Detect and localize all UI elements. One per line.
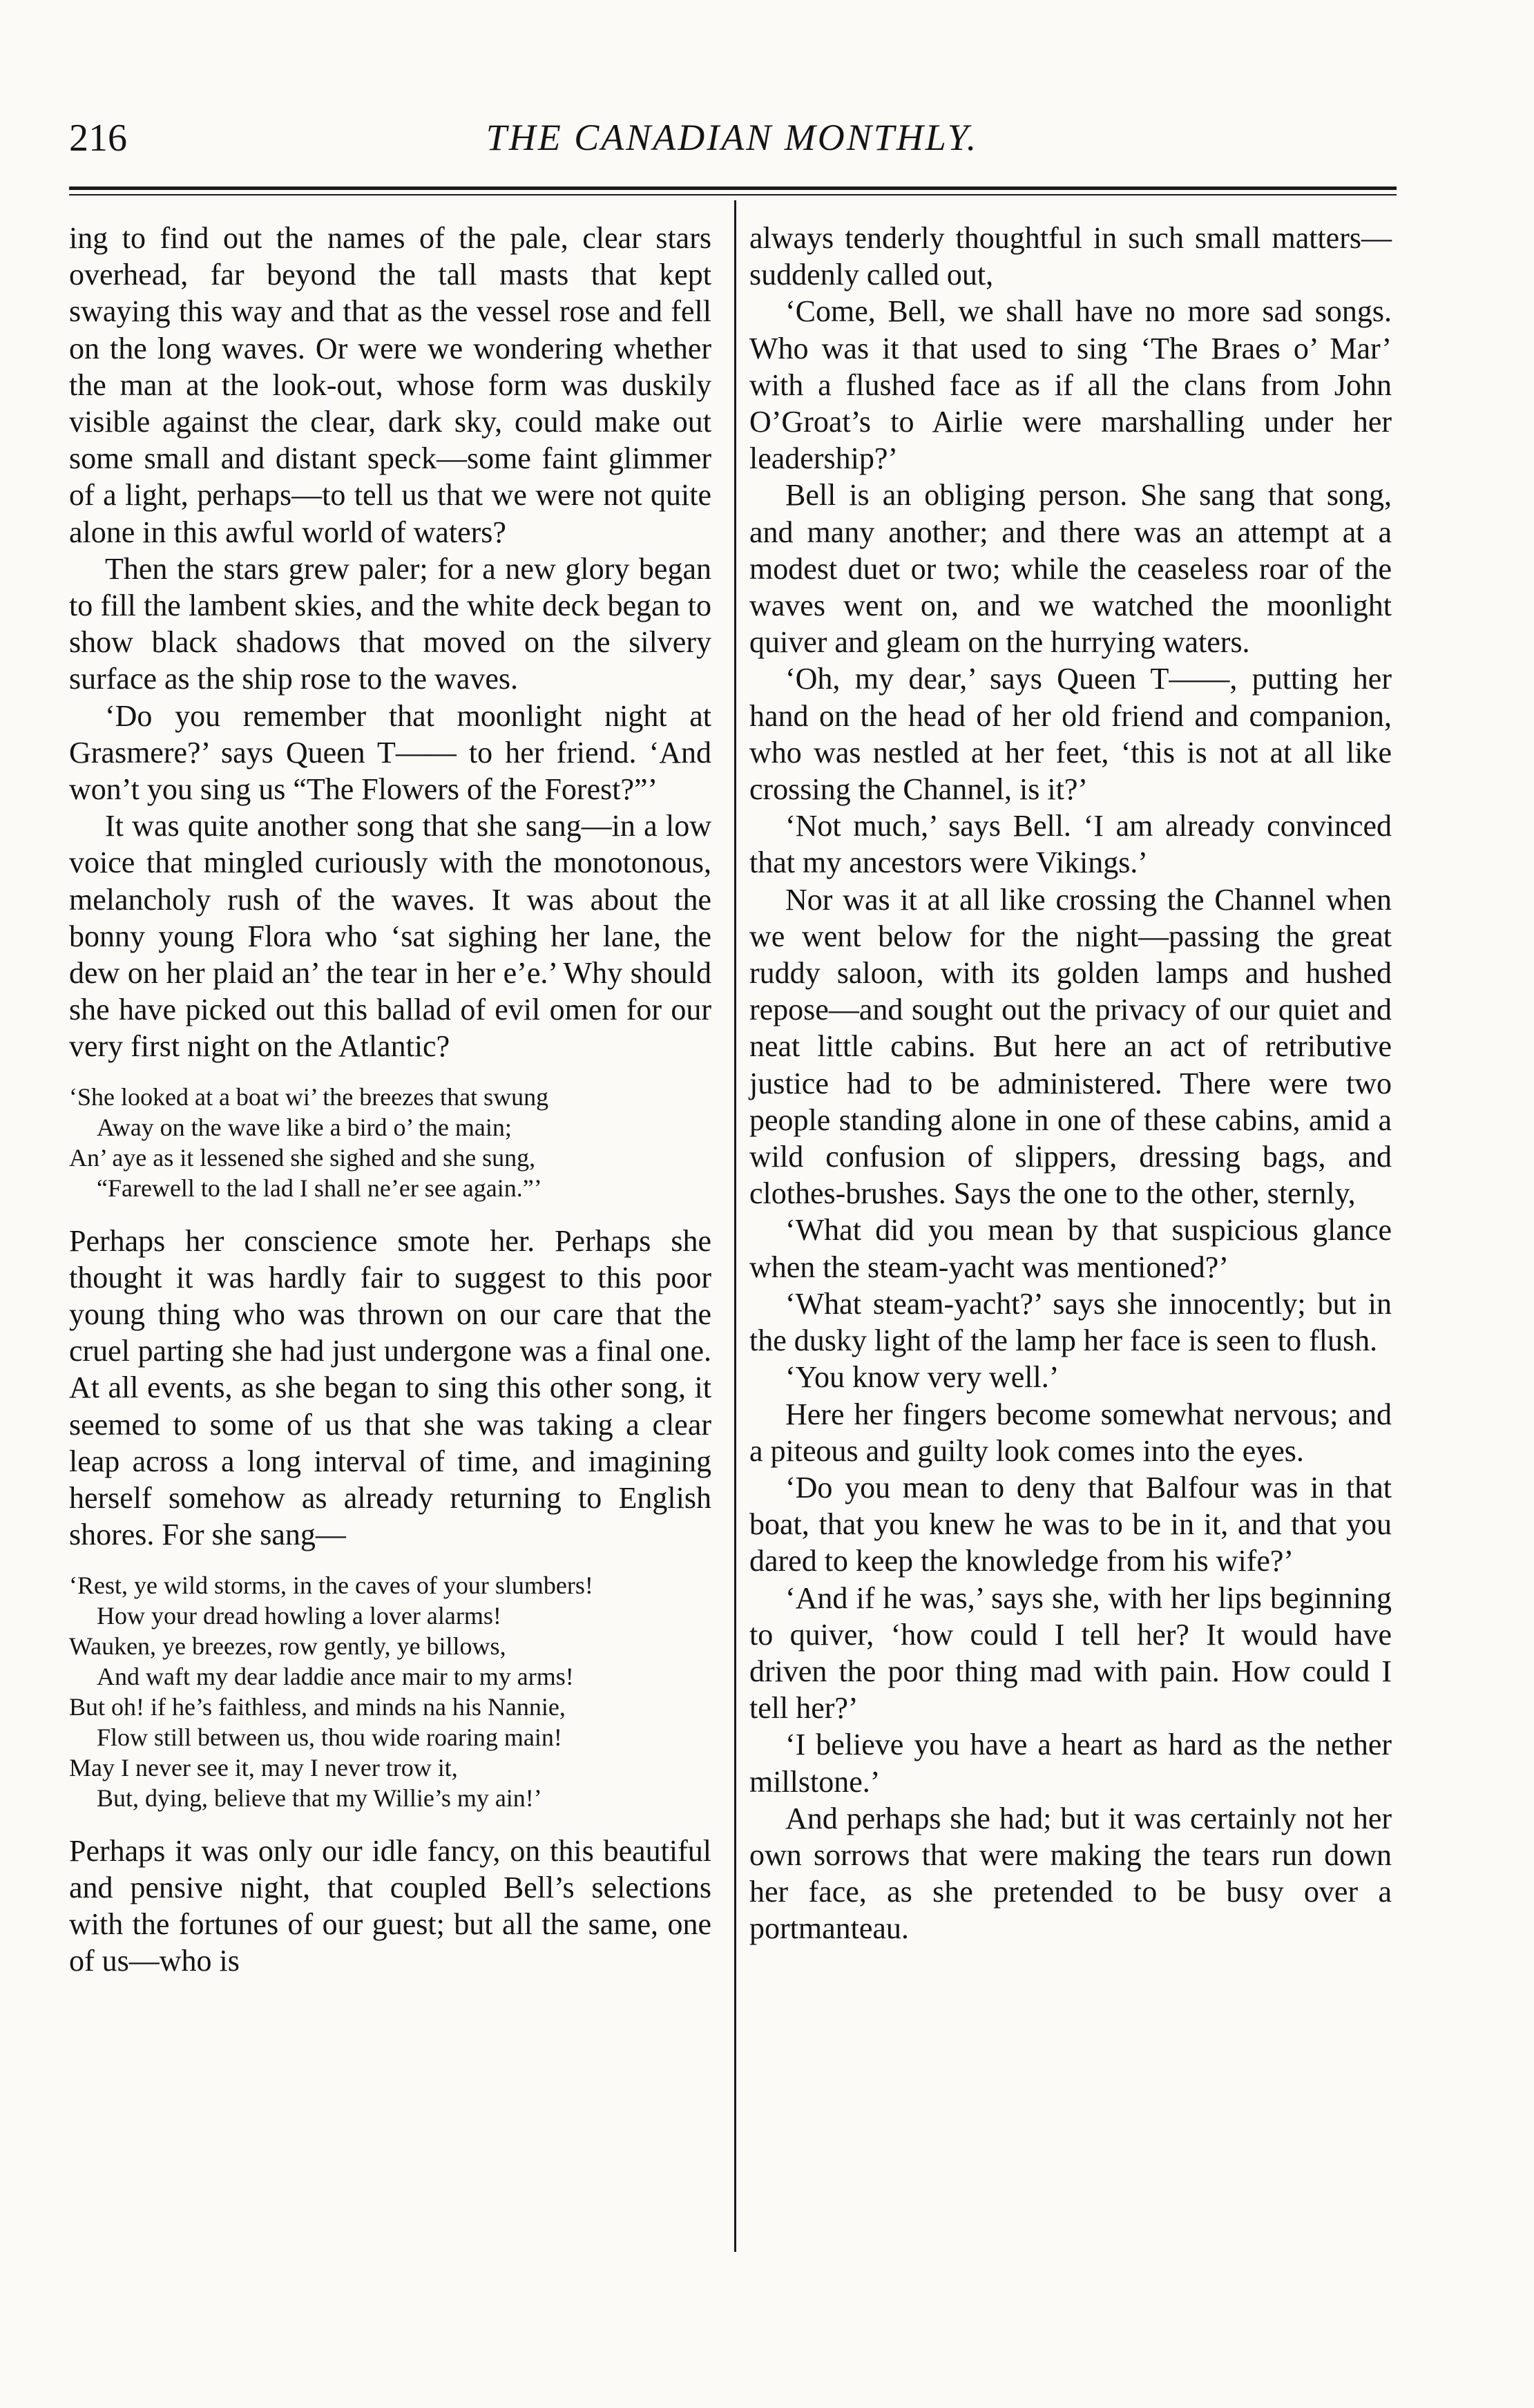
verse-line: Away on the wave like a bird o’ the main; bbox=[97, 1113, 512, 1141]
header-rule bbox=[69, 187, 1397, 190]
verse-line: But, dying, believe that my Willie’s my ain!’ bbox=[97, 1784, 542, 1812]
paragraph: ‘And if he was,’ says she, with her lips beginning to quiver, ‘how could I tell her? It would have driven the poor thing mad with pain. How could I tell her?’ bbox=[749, 1580, 1392, 1726]
verse-stanza bbox=[69, 1082, 711, 1203]
paragraph: ‘Oh, my dear,’ says Queen T——, putting her hand on the head of her old friend and companion, who was nestled at her feet, ‘this is not at all like crossing the Channel, is it?’ bbox=[749, 662, 1392, 807]
header-rule-thin bbox=[69, 194, 1397, 195]
page-number: 216 bbox=[69, 117, 127, 160]
paragraph: ‘Come, Bell, we shall have no more sad songs. Who was it that used to sing ‘The Braes o’ Mar’ with a flushed face as if all the clans from John O’Groat’s to Airlie were marshalling under her leadership?’ bbox=[749, 294, 1392, 476]
verse-line: Wauken, ye breezes, row gently, ye billows, bbox=[69, 1632, 506, 1660]
verse-line: ‘Rest, ye wild storms, in the caves of your slumbers! bbox=[69, 1571, 593, 1599]
paragraph: ‘I believe you have a heart as hard as the nether millstone.’ bbox=[749, 1728, 1392, 1799]
paragraph: ‘What steam-yacht?’ says she innocently; but in the dusky light of the lamp her face is seen to flush. bbox=[749, 1286, 1392, 1358]
page-header bbox=[69, 116, 1395, 164]
paragraph: Here her fingers become somewhat nervous; and a piteous and guilty look comes into the eyes. bbox=[749, 1397, 1392, 1468]
verse-line: How your dread howling a lover alarms! bbox=[97, 1601, 501, 1630]
paragraph: And perhaps she had; but it was certainly not her own sorrows that were making the tears run down her face, as she pretended to be busy over a portmanteau. bbox=[749, 1801, 1392, 1946]
column-divider bbox=[734, 200, 736, 2252]
paragraph: ‘Not much,’ says Bell. ‘I am already convinced that my ancestors were Vikings.’ bbox=[749, 809, 1392, 880]
paragraph: ‘You know very well.’ bbox=[785, 1360, 1060, 1395]
running-title: THE CANADIAN MONTHLY. bbox=[486, 117, 979, 158]
paragraph: Nor was it at all like crossing the Channel when we went below for the night—passing the great ruddy saloon, with its golden lamps and hushed repose—and sought out the privacy of our quiet and neat little cabins. But here an act of retributive justice had to be administered. There were two people standing alone in one of these cabins, amid a wild confusion of slippers, dressing bags, and clothes-brushes. Says the one to the other, sternly, bbox=[749, 882, 1392, 1211]
paragraph: Perhaps it was only our idle fancy, on this beautiful and pensive night, that coupled Bell’s selections with the fortunes of our guest; but all the same, one of us—who is bbox=[69, 1833, 711, 1978]
verse-line: Flow still between us, thou wide roaring main! bbox=[97, 1723, 562, 1751]
paragraph: Then the stars grew paler; for a new glory began to fill the lambent skies, and the white deck began to show black shadows that moved on the silvery surface as the ship rose to the waves. bbox=[69, 551, 711, 696]
verse-line: An’ aye as it lessened she sighed and she sung, bbox=[69, 1143, 536, 1172]
paragraph: ‘Do you remember that moonlight night at Grasmere?’ says Queen T—— to her friend. ‘And won’t you sing us “The Flowers of the Forest?”’ bbox=[69, 698, 711, 807]
right-column bbox=[749, 220, 1392, 1947]
paragraph: Bell is an obliging person. She sang that song, and many another; and there was an attempt at a modest duet or two; while the ceaseless roar of the waves went on, and we watched the moonlight quiver and gleam on the hurrying waters. bbox=[749, 478, 1392, 660]
paragraph: ‘What did you mean by that suspicious glance when the steam-yacht was mentioned?’ bbox=[749, 1213, 1392, 1284]
verse-stanza bbox=[69, 1570, 711, 1813]
verse-line: “Farewell to the lad I shall ne’er see again.”’ bbox=[97, 1174, 542, 1202]
verse-line: But oh! if he’s faithless, and minds na his Nannie, bbox=[69, 1692, 566, 1721]
verse-line: May I never see it, may I never trow it, bbox=[69, 1753, 458, 1781]
paragraph: always tenderly thoughtful in such small matters—suddenly called out, bbox=[749, 221, 1392, 292]
paragraph: ing to find out the names of the pale, clear stars overhead, far beyond the tall masts that kept swaying this way and that as the vessel rose and fell on the long waves. Or were we wondering whether the man at the look-out, whose form was duskily visible against the clear, dark sky, could make out some small and distant speck—some faint glimmer of a light, perhaps—to tell us that we were not quite alone in this awful world of waters? bbox=[69, 221, 711, 549]
verse-line: And waft my dear laddie ance mair to my arms! bbox=[97, 1662, 574, 1690]
paragraph: It was quite another song that she sang—in a low voice that mingled curiously with the monotonous, melancholy rush of the waves. It was about the bonny young Flora who ‘sat sighing her lane, the dew on her plaid an’ the tear in her e’e.’ Why should she have picked out this ballad of evil omen for our very first night on the Atlantic? bbox=[69, 809, 711, 1064]
paragraph: Perhaps her conscience smote her. Perhaps she thought it was hardly fair to suggest to this poor young thing who was thrown on our care that the cruel parting she had just undergone was a final one. At all events, as she began to sing this other song, it seemed to some of us that she was taking a clear leap across a long interval of time, and imagining herself somehow as already returning to English shores. For she sang— bbox=[69, 1223, 711, 1552]
verse-line: ‘She looked at a boat wi’ the breezes that swung bbox=[69, 1082, 549, 1111]
left-column bbox=[69, 220, 711, 1979]
paragraph: ‘Do you mean to deny that Balfour was in that boat, that you knew he was to be in it, and that you dared to keep the knowledge from his wife?’ bbox=[749, 1470, 1392, 1578]
